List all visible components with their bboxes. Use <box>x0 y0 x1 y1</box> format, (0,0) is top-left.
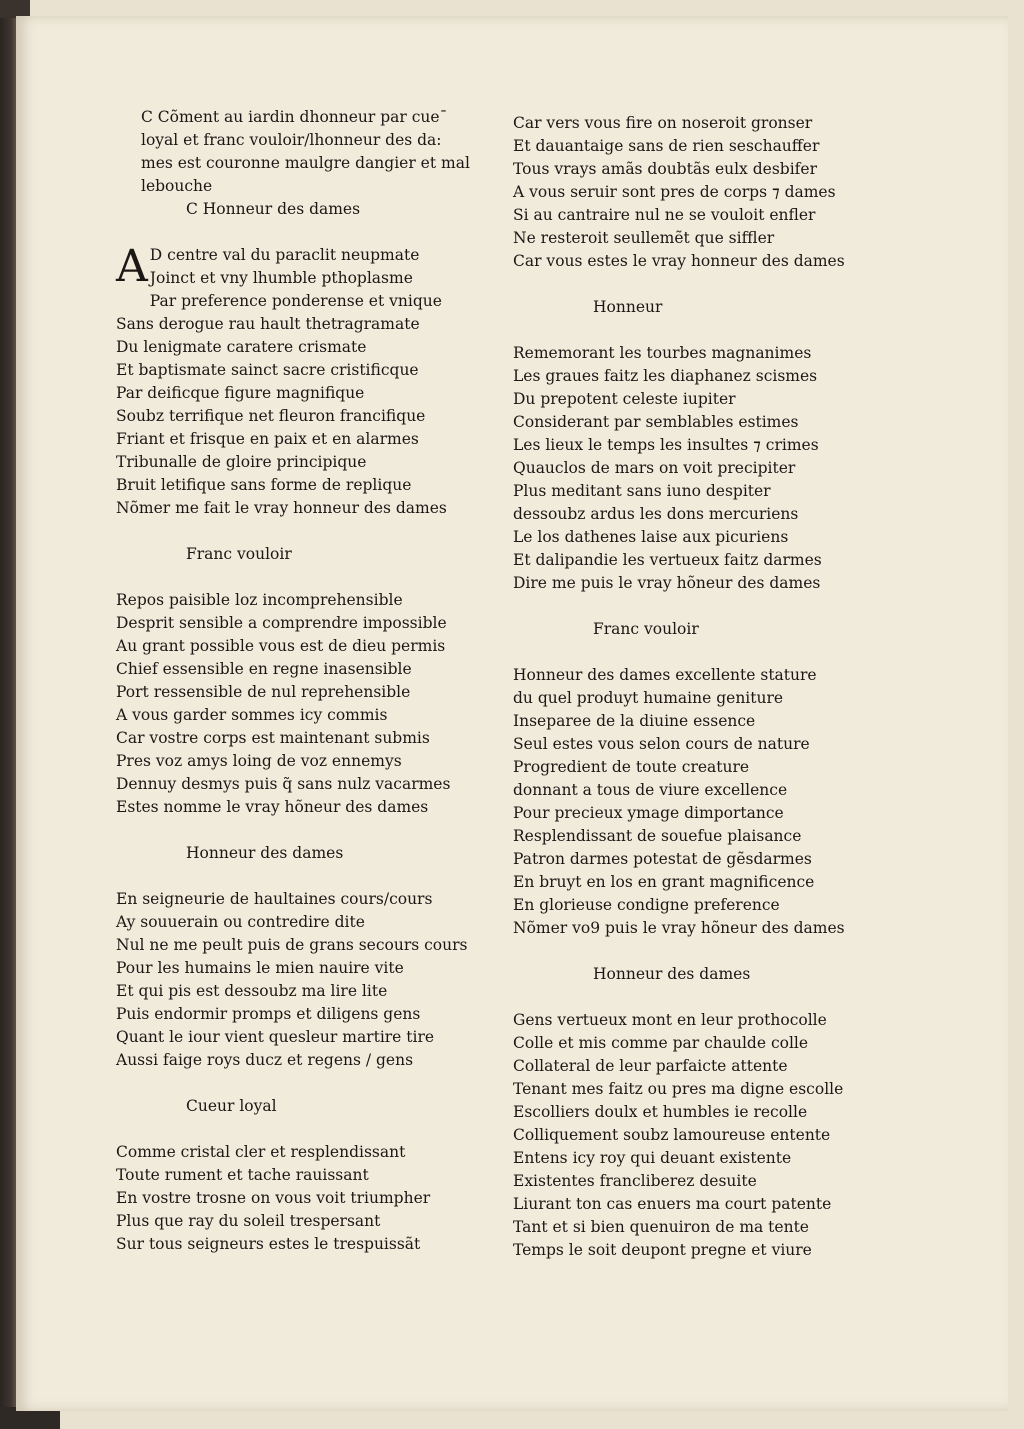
verse-line: Existentes francliberez desuite <box>513 1172 757 1190</box>
drop-capital: A <box>116 241 148 292</box>
verse-line: Bruit letifique sans forme de replique <box>116 476 412 494</box>
verse-line: Les lieux le temps les insultes ⁊ crimes <box>513 436 819 454</box>
verse-line: Entens icy roy qui deuant existente <box>513 1149 792 1167</box>
verse-line: Ay souuerain ou contredire dite <box>116 913 365 931</box>
verse-line: Temps le soit deupont pregne et viure <box>513 1241 812 1259</box>
verse-line: Dennuy desmys puis q̃ sans nulz vacarmes <box>116 775 451 793</box>
verse-line: Inseparee de la diuine essence <box>513 712 756 730</box>
verse-line: Joinct et vny lhumble pthoplasme <box>149 269 413 287</box>
verse-line: Quant le iour vient quesleur martire tire <box>116 1028 435 1046</box>
section-heading: Honneur <box>593 298 663 316</box>
verse-line: Estes nomme le vray hõneur des dames <box>116 798 429 816</box>
verse-line: Par deificque figure magnifique <box>116 384 365 402</box>
stanza <box>116 589 516 819</box>
verse-line: Resplendissant de souefue plaisance <box>513 827 802 845</box>
section-heading: Honneur des dames <box>186 844 344 862</box>
verse-line: Considerant par semblables estimes <box>513 413 799 431</box>
verse-line: Colle et mis comme par chaulde colle <box>513 1034 809 1052</box>
verse-line: A vous seruir sont pres de corps ⁊ dames <box>513 183 836 201</box>
verse-line: Seul estes vous selon cours de nature <box>513 735 810 753</box>
verse-line: Tribunalle de gloire principique <box>116 453 367 471</box>
verse-line: Puis endormir promps et diligens gens <box>116 1005 421 1023</box>
verse-line: Et dauantaige sans de rien seschauffer <box>513 137 820 155</box>
rubric-line: mes est couronne maulgre dangier et mal <box>141 154 470 172</box>
verse-line: Du prepotent celeste iupiter <box>513 390 736 408</box>
verse-line: Car vous estes le vray honneur des dames <box>513 252 845 270</box>
verse-line: Collateral de leur parfaicte attente <box>513 1057 788 1075</box>
verse-line: Comme cristal cler et resplendissant <box>116 1143 406 1161</box>
rubric-line: loyal et franc vouloir/lhonneur des da: <box>141 131 442 149</box>
rubric-line: lebouche <box>141 177 213 195</box>
verse-line: Sur tous seigneurs estes le trespuissãt <box>116 1235 421 1253</box>
right-text-column <box>513 112 898 1262</box>
verse-line: Et qui pis est dessoubz ma lire lite <box>116 982 388 1000</box>
verse-line: Escolliers doulx et humbles ie recolle <box>513 1103 808 1121</box>
verse-line: Plus que ray du soleil trespersant <box>116 1212 381 1230</box>
verse-line: Du lenigmate caratere crismate <box>116 338 367 356</box>
verse-line: Sans derogue rau hault thetragramate <box>116 315 420 333</box>
left-text-column <box>116 106 516 1256</box>
verse-line: du quel produyt humaine geniture <box>513 689 784 707</box>
verse-line: En seigneurie de haultaines cours/cours <box>116 890 433 908</box>
stanza <box>116 1141 516 1256</box>
verse-line: Ne resteroit seullemẽt que siffler <box>513 229 775 247</box>
stanza <box>116 241 516 520</box>
verse-line: Nõmer vo9 puis le vray hõneur des dames <box>513 919 845 937</box>
verse-line: En vostre trosne on vous voit triumpher <box>116 1189 431 1207</box>
verse-line: Friant et frisque en paix et en alarmes <box>116 430 419 448</box>
verse-line: Liurant ton cas enuers ma court patente <box>513 1195 832 1213</box>
verse-line: Et dalipandie les vertueux faitz darmes <box>513 551 822 569</box>
verse-line: Aussi faige roys ducz et regens / gens <box>116 1051 414 1069</box>
stanza <box>513 112 898 273</box>
verse-line: donnant a tous de viure excellence <box>513 781 788 799</box>
section-heading: Franc vouloir <box>593 620 699 638</box>
verse-line: Nul ne me peult puis de grans secours cours <box>116 936 468 954</box>
section-heading: Franc vouloir <box>186 545 292 563</box>
verse-line: Car vers vous fire on noseroit gronser <box>513 114 813 132</box>
verse-line: Patron darmes potestat de gẽsdarmes <box>513 850 812 868</box>
verse-line: Plus meditant sans iuno despiter <box>513 482 771 500</box>
verse-line: A vous garder sommes icy commis <box>116 706 388 724</box>
verse-line: Colliquement soubz lamoureuse entente <box>513 1126 831 1144</box>
section-heading: Honneur des dames <box>593 965 751 983</box>
verse-line: Honneur des dames excellente stature <box>513 666 817 684</box>
verse-line: Pour les humains le mien nauire vite <box>116 959 404 977</box>
page-leaf <box>16 16 1008 1411</box>
verse-line: Tenant mes faitz ou pres ma digne escolle <box>513 1080 844 1098</box>
verse-line: Si au cantraire nul ne se vouloit enfler <box>513 206 816 224</box>
verse-line: Pour precieux ymage dimportance <box>513 804 784 822</box>
verse-line: Car vostre corps est maintenant submis <box>116 729 430 747</box>
verse-line: Dire me puis le vray hõneur des dames <box>513 574 821 592</box>
stanza <box>116 888 516 1072</box>
section-heading: Cueur loyal <box>186 1097 277 1115</box>
verse-line: Quauclos de mars on voit precipiter <box>513 459 796 477</box>
verse-line: D centre val du paraclit neupmate <box>149 246 420 264</box>
verse-line: Par preference ponderense et vnique <box>149 292 442 310</box>
verse-line: Pres voz amys loing de voz ennemys <box>116 752 402 770</box>
stanza <box>513 342 898 595</box>
verse-line: Desprit sensible a comprendre impossible <box>116 614 447 632</box>
verse-line: Progredient de toute creature <box>513 758 750 776</box>
verse-line: Soubz terrifique net fleuron francifique <box>116 407 426 425</box>
verse-line: Et baptismate sainct sacre cristificque <box>116 361 419 379</box>
verse-line: Le los dathenes laise aux picuriens <box>513 528 789 546</box>
verse-line: Tant et si bien quenuiron de ma tente <box>513 1218 809 1236</box>
verse-line: Port ressensible de nul reprehensible <box>116 683 411 701</box>
verse-line: Toute rument et tache rauissant <box>116 1166 369 1184</box>
stanza <box>513 1009 898 1262</box>
verse-line: Tous vrays amãs doubtãs eulx desbifer <box>513 160 817 178</box>
verse-line: Chief essensible en regne inasensible <box>116 660 412 678</box>
verse-line: En glorieuse condigne preference <box>513 896 780 914</box>
verse-line: Les graues faitz les diaphanez scismes <box>513 367 818 385</box>
verse-line: Nõmer me fait le vray honneur des dames <box>116 499 447 517</box>
verse-line: Rememorant les tourbes magnanimes <box>513 344 812 362</box>
verse-line: Gens vertueux mont en leur prothocolle <box>513 1011 827 1029</box>
section-heading: C Honneur des dames <box>186 200 361 218</box>
verse-line: dessoubz ardus les dons mercuriens <box>513 505 799 523</box>
rubric-line: C Cõment au iardin dhonneur par cue¯ <box>141 108 448 126</box>
verse-line: En bruyt en los en grant magnificence <box>513 873 815 891</box>
verse-line: Au grant possible vous est de dieu permis <box>116 637 446 655</box>
stanza <box>513 664 898 940</box>
verse-line: Repos paisible loz incomprehensible <box>116 591 403 609</box>
